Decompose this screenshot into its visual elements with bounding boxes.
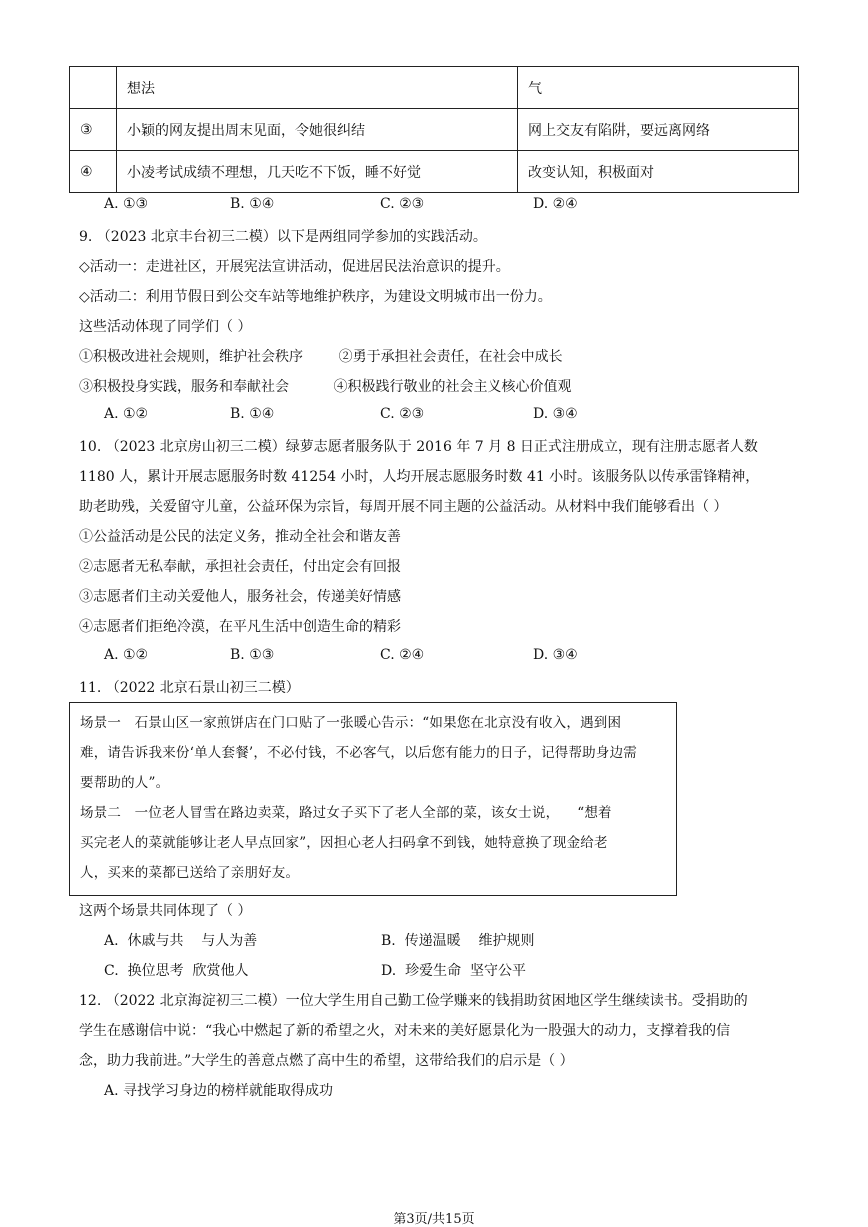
q10-statement-2: ②志愿者无私奉献，承担社会责任，付出定会有回报 [79, 559, 401, 575]
q8-option-b: B. ①④ [230, 196, 275, 212]
q10-statement-4: ④志愿者们拒绝冷漠，在平凡生活中创造生命的精彩 [79, 619, 401, 635]
table-cell-situation: 小凌考试成绩不理想，几天吃不下饭，睡不好觉 [117, 151, 518, 193]
table-row [70, 109, 799, 151]
q11-option-b: B. 传递温暖 维护规则 [381, 933, 535, 949]
q9-prompt: 这些活动体现了同学们（ ） [79, 319, 252, 335]
table-row [70, 151, 799, 193]
q11-material-line: 难，请告诉我来份‘单人套餐’，不必付钱，不必客气，以后您有能力的日子，记得帮助身边需 [80, 745, 637, 761]
q9-activity-1: ◇活动一：走进社区，开展宪法宣讲活动，促进居民法治意识的提升。 [79, 259, 510, 275]
q12-stem-line-3: 念，助力我前进。”大学生的善意点燃了高中生的希望，这带给我们的启示是（ ） [79, 1053, 574, 1069]
q9-option-b: B. ①④ [230, 406, 275, 422]
table-row [70, 67, 799, 109]
q11-stem: 11. （2022 北京石景山初三二模） [79, 680, 300, 696]
table-cell-advice: 气 [518, 67, 799, 109]
table-cell-situation: 小颖的网友提出周末见面，令她很纠结 [117, 109, 518, 151]
q9-option-a: A. ①② [104, 406, 149, 422]
q11-material-line: 场景一 石景山区一家煎饼店在门口贴了一张暖心告示：“如果您在北京没有收入，遇到困 [80, 715, 622, 731]
q9-option-c: C. ②③ [380, 406, 425, 422]
table-cell-advice: 改变认知，积极面对 [518, 151, 799, 193]
table-cell-num [70, 67, 117, 109]
q11-material-line: 要帮助的人”。 [80, 775, 170, 791]
table-cell-advice: 网上交友有陷阱，要远离网络 [518, 109, 799, 151]
table-cell-num: ③ [70, 109, 117, 151]
q9-option-d: D. ③④ [533, 406, 578, 422]
q9-statements-1: ①积极改进社会规则，维护社会秩序 ②勇于承担社会责任，在社会中成长 [79, 349, 563, 365]
q10-option-d: D. ③④ [533, 647, 578, 663]
q10-stem-line-3: 助老助残，关爱留守儿童，公益环保为宗旨，每周开展不同主题的公益活动。从材料中我们能够看出（ ） [79, 499, 728, 515]
q11-material-line: 人，买来的菜都已送给了亲朋好友。 [80, 865, 300, 881]
q12-stem-line-2: 学生在感谢信中说：“我心中燃起了新的希望之火，对未来的美好愿景化为一股强大的动力，支撑着我的信 [79, 1023, 731, 1039]
q10-statement-1: ①公益活动是公民的法定义务，推动全社会和谐友善 [79, 529, 401, 545]
q12-option-a: A. 寻找学习身边的榜样就能取得成功 [104, 1083, 334, 1099]
page-number: 第3页/共15页 [393, 1212, 475, 1227]
q10-option-c: C. ②④ [380, 647, 425, 663]
q9-stem: 9. （2023 北京丰台初三二模）以下是两组同学参加的实践活动。 [79, 229, 487, 245]
q11-option-a: A. 休戚与共 与人为善 [104, 933, 258, 949]
q8-option-d: D. ②④ [533, 196, 578, 212]
table-cell-num: ④ [70, 151, 117, 193]
q8-option-a: A. ①③ [104, 196, 149, 212]
q11-material-line: 场景二 一位老人冒雪在路边卖菜，路过女子买下了老人全部的菜，该女士说， “想着 [80, 805, 612, 821]
q11-option-c: C. 换位思考 欣赏他人 [104, 963, 249, 979]
q11-material-line: 买完老人的菜就能够让老人早点回家”，因担心老人扫码拿不到钱，她特意换了现金给老 [80, 835, 608, 851]
q11-material-box [69, 702, 677, 896]
table-cell-situation: 想法 [117, 67, 518, 109]
q9-statements-2: ③积极投身实践，服务和奉献社会 ④积极践行敬业的社会主义核心价值观 [79, 379, 572, 395]
q8-option-c: C. ②③ [380, 196, 425, 212]
q12-stem-line-1: 12. （2022 北京海淀初三二模）一位大学生用自己勤工俭学赚来的钱捐助贫困地区学生继续读书。受捐助的 [79, 993, 748, 1009]
q9-activity-2: ◇活动二：利用节假日到公交车站等地维护秩序，为建设文明城市出一份力。 [79, 289, 552, 305]
q10-statement-3: ③志愿者们主动关爱他人，服务社会，传递美好情感 [79, 589, 401, 605]
q11-option-d: D. 珍爱生命 坚守公平 [381, 963, 526, 979]
advice-table [69, 66, 799, 193]
q10-stem-line-1: 10. （2023 北京房山初三二模）绿萝志愿者服务队于 2016 年 7 月 8 日正式注册成立，现有注册志愿者人数 [79, 439, 758, 455]
q10-stem-line-2: 1180 人，累计开展志愿服务时数 41254 小时，人均开展志愿服务时数 41 小时。该服务队以传承雷锋精神， [79, 469, 760, 485]
q10-option-a: A. ①② [104, 647, 149, 663]
q11-prompt: 这两个场景共同体现了（ ） [79, 903, 252, 919]
q10-option-b: B. ①③ [230, 647, 275, 663]
